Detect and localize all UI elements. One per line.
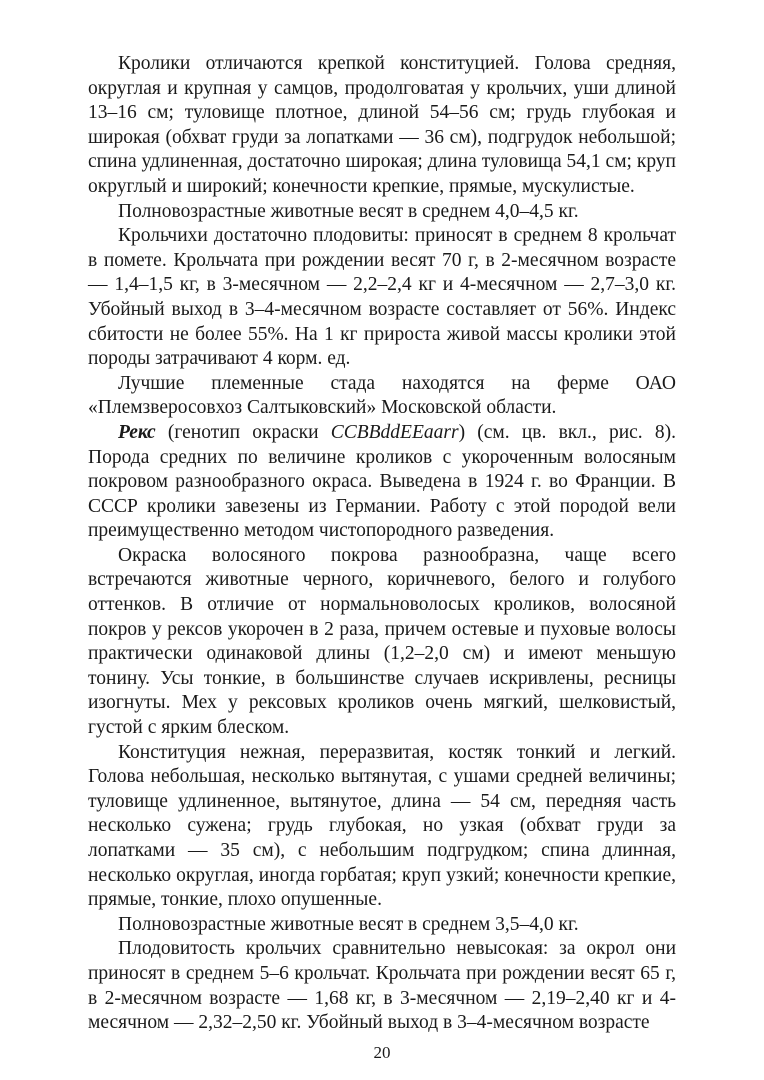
paragraph-rex-fertility: Плодовитость крольчих сравнительно невысокая: за окрол они приносят в среднем 5–6 крольчат. Крольчата при рождении весят 65 г, в 2-месячном возрасте — 1,68 кг, в 3-месячном — 2,19–2,40 кг и 4-месячном — 2,32–2,50 кг. Убойный выход в 3–4-месячном возрасте [88,938,676,1034]
rex-intro-text: ) (см. цв. вкл., рис. 8). Порода средних по величине кроликов с укороченным волосяным покровом разнообразного окраса. Выведена в 1924 г. во Франции. В СССР кролики завезены из Германии. Работу с этой породой вели преимущественно методом чистопородного разведения. [88,421,676,542]
paragraph-rex-weight: Полновозрастные животные весят в среднем 3,5–4,0 кг. [118,913,579,935]
paragraph-rex-constitution: Конституция нежная, переразвитая, костяк тонкий и легкий. Голова небольшая, несколько вытянутая, с ушами средней величины; туловище удлиненное, вытянутое, длина — 54 см, передняя часть несколько сужена; грудь глубокая, но узкая (обхват груди за лопатками — 35 см), с небольшим подгрудком; спина длинная, несколько округлая, иногда горбатая; круп узкий; конечности крепкие, прямые, тонкие, плохо опушенные. [88,741,676,911]
genotype-code: CCBBddEEaarr [330,421,459,443]
paragraph-adult-weight: Полновозрастные животные весят в среднем 4,0–4,5 кг. [118,200,579,222]
paragraph-fertility: Крольчихи достаточно плодовиты: приносят в среднем 8 крольчат в помете. Крольчата при рождении весят 70 г, в 2-месячном возрасте — 1,4–1,5 кг, в 3-месячном — 2,2–2,4 кг и 4-месячном — 2,7–3,0 кг. Убойный выход в 3–4-месячном возрасте составляет от 56%. Индекс сбитости не более 55%. На 1 кг прироста живой массы кролики этой породы затрачивают 4 корм. ед. [88,225,676,370]
rex-intro-open: (генотип окраски [155,421,331,443]
paragraph-constitution: Кролики отличаются крепкой конституцией. Голова средняя, округлая и крупная у самцов, продолговатая у крольчих, уши длиной 13–16 см; туловище плотное, длиной 54–56 см; грудь глубокая и широкая (обхват груди за лопатками — 36 см), подгрудок небольшой; спина удлиненная, достаточно широкая; длина туловища 54,1 см; круп округлый и широкий; конечности крепкие, прямые, мускулистые. [88,53,676,197]
paragraph-rex-coat: Окраска волосяного покрова разнообразна, чаще всего встречаются животные черного, коричневого, белого и голубого оттенков. В отличие от нормальноволосых кроликов, волосяной покров у рексов укорочен в 2 раза, причем остевые и пуховые волосы практически одинаковой длины (1,2–2,0 см) и имеют меньшую тонину. Усы тонкие, в большинстве случаев искривлены, ресницы изогнуты. Мех у рексовых кроликов очень мягкий, шелковистый, густой с ярким блеском. [88,544,676,739]
paragraph-rex-intro [88,421,676,544]
breed-name-rex: Рекс [118,421,156,443]
page-body [88,52,676,1036]
page-number: 20 [373,1043,391,1062]
paragraph-breeding-farms: Лучшие племенные стада находятся на ферме ОАО «Племзверосовхоз Салтыковский» Московской области. [88,372,676,419]
